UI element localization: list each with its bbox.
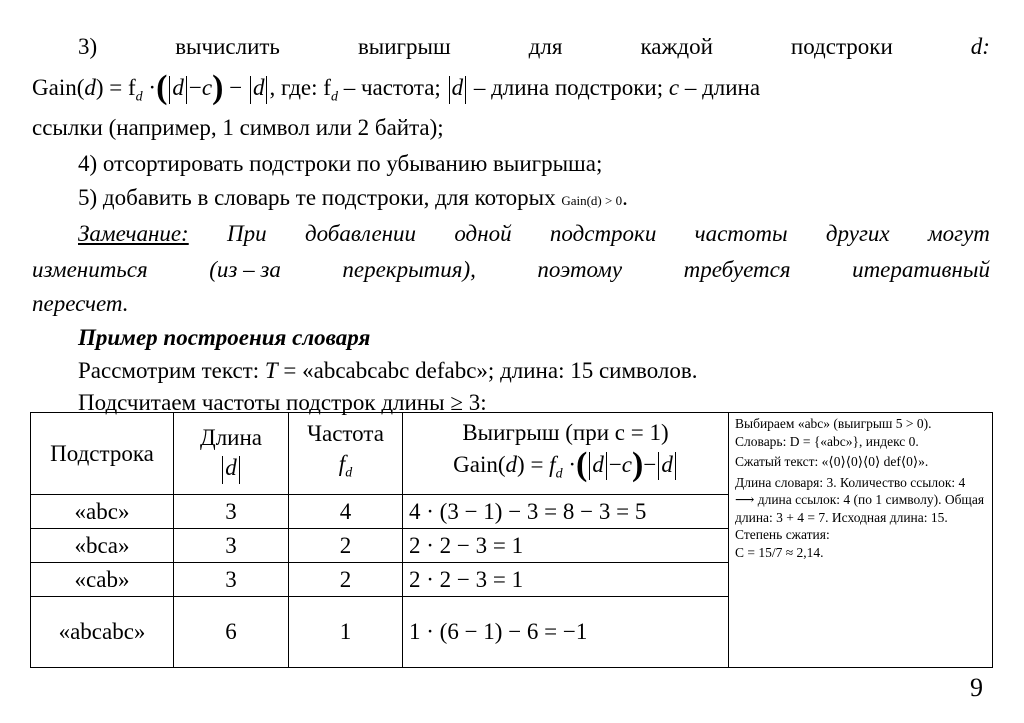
example-line1: Рассмотрим текст: T = «abcabcabc defabc»; длина: 15 символов. <box>78 358 698 383</box>
table-row: «bca» 3 2 2 · 2 − 3 = 1 <box>31 529 993 563</box>
word: вычислить <box>175 34 280 59</box>
gain-formula: Gain(d) = $f_d$ ·( d −c) − d <box>32 75 269 100</box>
word: 3) <box>78 34 98 59</box>
step3-line2: Gain(d) = $f_d$ ·( d −c) − d , где: $f_d$ – частота; d – длина подстроки; c – длина <box>32 69 761 106</box>
table-header-row <box>31 413 993 495</box>
word: для <box>528 34 563 59</box>
example-line2: Подсчитаем частоты подстрок длины ≥ 3: <box>78 390 487 415</box>
remark-line2: измениться (из – за перекрытия), поэтому требуется итеративный <box>32 257 990 282</box>
note-line: Длина словаря: 3. Количество ссылок: 4 ⟶ длина ссылок: 4 (по 1 символу). Общая длина: 3 + 4 = 7. Исходная длина: 15. Степень сжатия: <box>735 474 985 542</box>
table-row: «cab» 3 2 2 · 2 − 3 = 1 <box>31 563 993 597</box>
header-freq: Частота $f_d$ <box>289 413 403 495</box>
word: d: <box>970 34 990 59</box>
step3-line1 <box>78 33 990 61</box>
word: выигрыш <box>357 34 451 59</box>
note-line: C = 15/7 ≈ 2,14. <box>735 544 824 560</box>
remark-line1: Замечание: При добавлении одной подстроки частоты других могут <box>78 221 990 246</box>
gain-positive-formula: Gain(d) > 0 <box>561 193 623 208</box>
note-line: Выбираем «abc» (выигрыш 5 > 0). Словарь: D = {«abc»}, индекс 0. <box>735 416 932 449</box>
word: подстроки <box>790 34 893 59</box>
step5-line: 5) добавить в словарь те подстроки, для которых Gain(d) > 0. <box>78 185 628 210</box>
header-gain: Выигрыш (при c = 1) Gain(d) = $f_d$ ·( d −c)− d <box>403 413 729 495</box>
note-line: Сжатый текст: «⟨0⟩⟨0⟩⟨0⟩ def⟨0⟩». <box>735 454 929 469</box>
step3-line3: ссылки (например, 1 символ или 2 байта); <box>32 115 444 140</box>
substring-table <box>30 412 993 668</box>
page-number: 9 <box>970 673 983 702</box>
step4-line: 4) отсортировать подстроки по убыванию выигрыша; <box>78 151 603 176</box>
table-row: «abcabc» 6 1 1 · (6 − 1) − 6 = −1 <box>31 597 993 668</box>
word: каждой <box>640 34 713 59</box>
header-substring: Подстрока <box>31 413 174 495</box>
remark-label: Замечание: <box>78 221 189 246</box>
example-heading: Пример построения словаря <box>78 325 371 350</box>
header-length: Длина d <box>174 413 289 495</box>
table-row: «abc» 3 4 4 · (3 − 1) − 3 = 8 − 3 = 5 <box>31 495 993 529</box>
note-cell <box>729 413 993 668</box>
remark-line3: пересчет. <box>32 291 129 316</box>
